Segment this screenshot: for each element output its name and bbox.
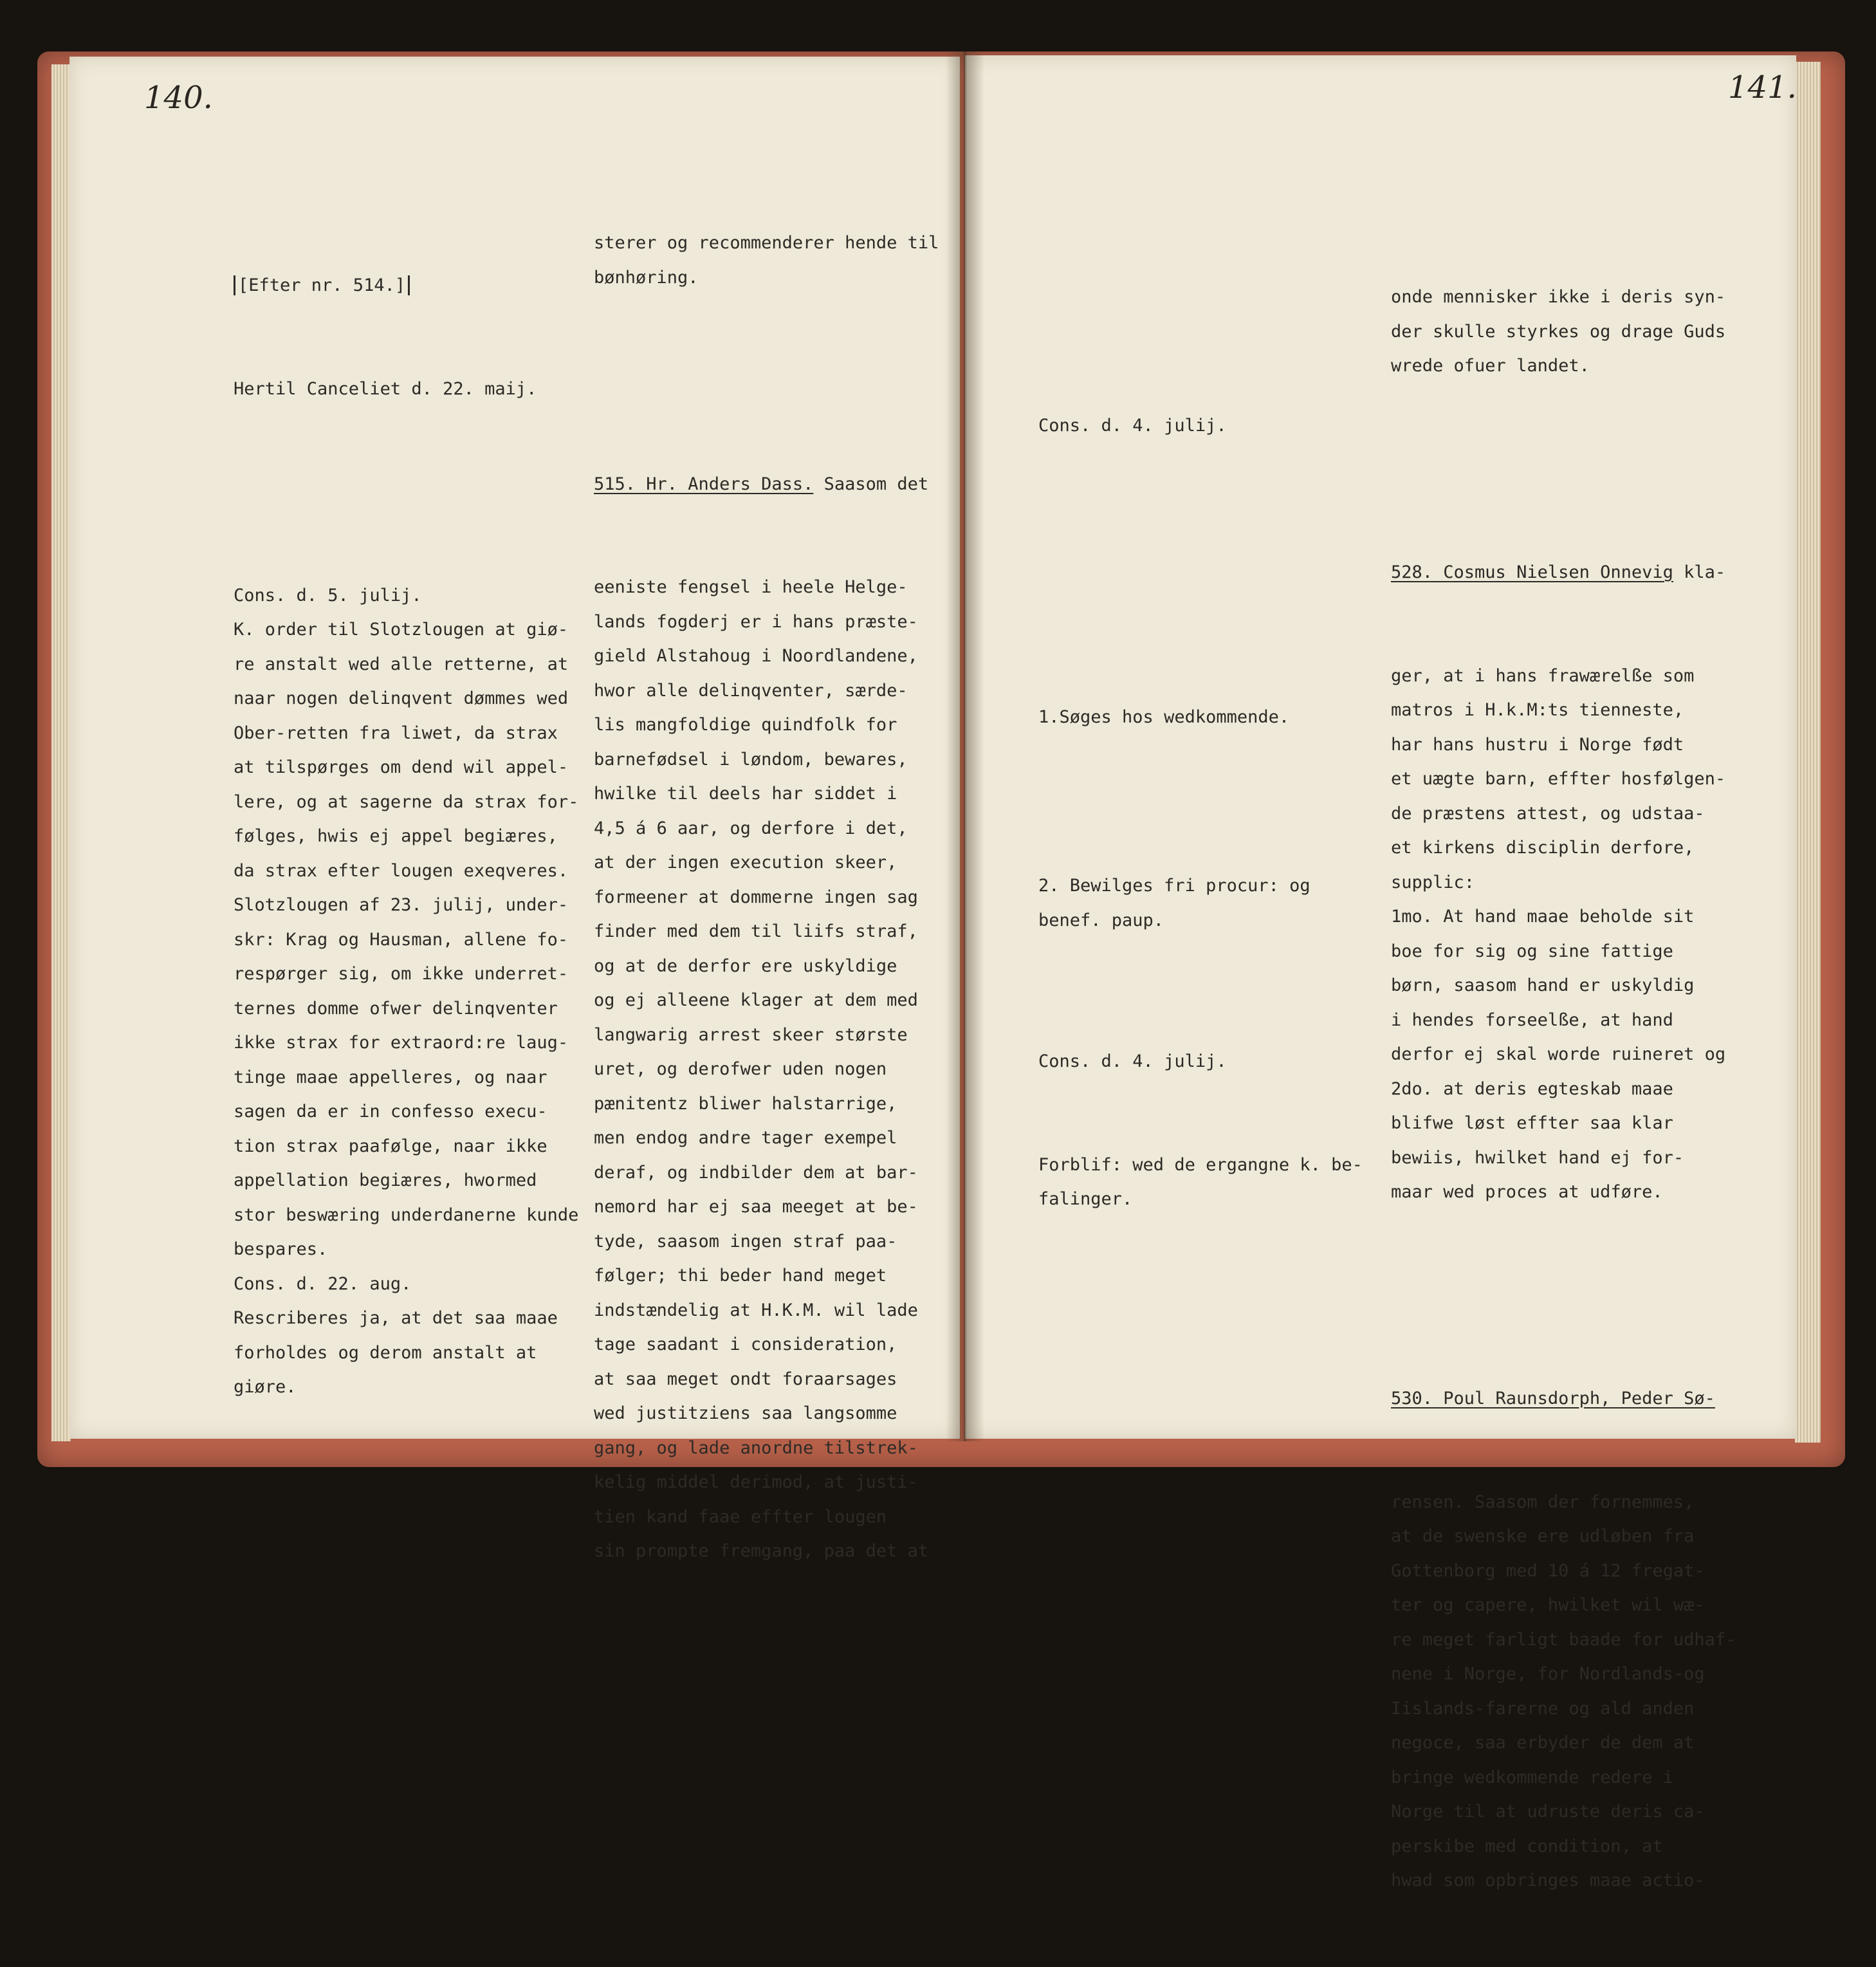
text-line: følges, hwis ej appel begiæres, [234,826,558,846]
text-line: falinger. [1038,1189,1133,1209]
text-line: sin prompte fremgang, paa det at [594,1541,929,1561]
text-line: at saa meget ondt foraarsages [594,1369,897,1389]
text-line: tien kand faae effter lougen [594,1506,887,1527]
text-line: 2. Bewilges fri procur: og [1038,876,1310,896]
right-column-1-item1 [1038,631,1289,804]
text-line: rensen. Saasom der fornemmes, [1391,1491,1695,1512]
text-line: re meget farligt baade for udhaf- [1391,1629,1736,1650]
text-line: Ober-retten fra liwet, da strax [234,723,558,743]
text-line: hwor alle delinqventer, særde- [594,680,908,701]
text-line: onde mennisker ikke i deris syn- [1391,287,1726,307]
text-line: og at de derfor ere uskyldige [594,956,897,976]
text-line: indstændelig at H.K.M. wil lade [594,1300,918,1320]
text-line: maar wed proces at udføre. [1391,1182,1663,1202]
text-line: finder med dem til liifs straf, [594,921,918,941]
text-line: wed justitziens saa langsomme [594,1403,897,1423]
text-line: i hendes forseelße, at hand [1391,1010,1673,1030]
text-line: barnefødsel i løndom, bewares, [594,749,908,770]
text-line: ikke strax for extraord:re laug- [234,1033,569,1053]
text-line: nemord har ej saa meeget at be- [594,1197,918,1217]
text-line: langwarig arrest skeer største [594,1024,908,1045]
text-line: tage saadant i consideration, [594,1334,897,1354]
text-line: tion strax paafølge, naar ikke [234,1136,547,1156]
text-line: men endog andre tager exempel [594,1128,897,1148]
text-line: respørger sig, om ikke underret- [234,964,569,984]
right-column-1 [1038,340,1227,512]
text-line: at der ingen execution skeer, [594,853,897,873]
text-line: giøre. [234,1377,297,1397]
left-column-1-body [234,578,578,1405]
text-line: Rescriberes ja, at det saa maae [234,1308,558,1328]
left-column-1 [234,199,578,1473]
text-line: hwad som opbringes maae actio- [1391,1870,1705,1890]
right-column-1-cons2 [1038,975,1363,1286]
text-line: bønhøring. [594,267,699,288]
text-line: et kirkens disciplin derfore, [1391,838,1695,858]
text-line: lands fogderj er i hans præste- [594,611,918,632]
text-line: naar nogen delinqvent dømmes wed [234,688,569,708]
text-line: blifwe løst effter saa klar [1391,1113,1673,1133]
text-line: re anstalt wed alle retterne, at [234,654,569,674]
text-line: Saasom det [813,474,929,494]
text-line: deraf, og indbilder dem at bar- [594,1162,918,1183]
text-line: 1.Søges hos wedkommende. [1038,707,1290,727]
text-line: kelig middel derimod, at justi- [594,1472,918,1492]
text-line: lere, og at sagerne da strax for- [234,791,579,812]
page-number-right: 141. [1728,69,1797,106]
text-line: matros i H.k.M:ts tienneste, [1391,700,1684,720]
text-line: bespares. [234,1239,328,1259]
text-line: har hans hustru i Norge født [1391,734,1684,755]
text-line: Cons. d. 5. julij. [234,585,422,605]
text-line: ternes domme ofwer delinqventer [234,998,558,1019]
text-line: hwilke til deels har siddet i [594,784,897,804]
page-number-left: 140. [144,80,213,116]
text-line: formeener at dommerne ingen sag [594,887,918,907]
entry-heading: 515. Hr. Anders Dass. [594,474,814,494]
text-line: Slotzlougen af 23. julij, under- [234,895,569,915]
entry-530-body [1391,1485,1736,1898]
text-line: da strax efter lougen exeqveres. [234,860,569,881]
text-line: de præstens attest, og udstaa- [1391,803,1705,824]
left-column-2-top [594,226,939,295]
text-line: Hertil Canceliet d. 22. maij. [234,378,537,399]
text-line: sagen da er in confesso execu- [234,1102,547,1122]
text-line: eeniste fengsel i heele Helge- [594,577,908,597]
text-line: benef. paup. [1038,910,1164,930]
text-line: et uægte barn, effter hosfølgen- [1391,769,1726,789]
text-line: Gottenborg med 10 á 12 fregat- [1391,1560,1705,1581]
text-line: tinge maae appelleres, og naar [234,1067,547,1087]
reference-note: [Efter nr. 514.] [234,275,410,295]
text-line: gield Alstahoug i Noordlandene, [594,646,918,666]
text-line: 1mo. At hand maae beholde sit [1391,907,1695,927]
text-line: børn, saasom hand er uskyldig [1391,975,1695,995]
text-line: Forblif: wed de ergangne k. be- [1038,1154,1363,1175]
text-line: perskibe med condition, at [1391,1836,1663,1856]
text-line: K. order til Slotzlougen at giø- [234,620,569,640]
text-line: supplic: [1391,872,1475,892]
text-line: kla- [1673,562,1726,582]
right-column-2-top [1391,280,1736,383]
text-line: og ej alleene klager at dem med [594,990,918,1010]
text-line: forholdes og derom anstalt at [234,1342,537,1363]
text-line: Cons. d. 4. julij. [1038,1051,1227,1071]
text-line: pænitentz bliwer halstarrige, [594,1093,897,1114]
text-line: stor beswæring underdanerne kunde [234,1205,579,1225]
text-line: sterer og recommenderer hende til [594,233,939,253]
text-line: at de swenske ere udløben fra [1391,1526,1695,1546]
left-column-2 [594,157,939,1638]
text-line: skr: Krag og Hausman, allene fo- [234,929,569,950]
text-line: boe for sig og sine fattige [1391,941,1673,961]
text-line: Cons. d. 22. aug. [234,1273,412,1294]
text-line: Norge til at udruste deris ca- [1391,1802,1705,1822]
page-edges-left [51,64,71,1441]
text-line: der skulle styrkes og drage Guds [1391,321,1726,342]
text-line: Iislands-farerne og ald anden [1391,1698,1695,1719]
text-line: derfor ej skal worde ruineret og [1391,1044,1726,1064]
text-line: negoce, saa erbyder de dem at [1391,1733,1695,1753]
left-column-2-body [594,570,939,1569]
right-page [965,55,1797,1890]
text-line: appellation begiæres, hwormed [234,1170,537,1190]
text-line: ger, at i hans frawærelße som [1391,665,1695,686]
text-line: ter og capere, hwilket wil wæ- [1391,1595,1705,1615]
text-line: nene i Norge, for Nordlands-og [1391,1664,1705,1684]
text-line: bewiis, hwilket hand ej for- [1391,1147,1684,1168]
text-line: følger; thi beder hand meget [594,1266,887,1286]
text-line: lis mangfoldige quindfolk for [594,715,897,735]
text-line: at tilspørges om dend wil appel- [234,757,569,777]
text-line: bringe wedkommende redere i [1391,1767,1673,1787]
text-line: tyde, saasom ingen straf paa- [594,1231,897,1251]
book-gutter [946,51,984,1441]
page-edges-right [1795,62,1821,1443]
text-line: gang, og lade anordne tilstrek- [594,1437,918,1458]
text-line: 4,5 á 6 aar, og derfore i det, [594,818,908,838]
right-column-2 [1391,211,1736,1967]
entry-heading: 530. Poul Raunsdorph, Peder Sø- [1391,1389,1715,1408]
left-page [69,57,960,1561]
entry-heading: 528. Cosmus Nielsen Onnevig [1391,562,1673,582]
text-line: uret, og derofwer uden nogen [594,1059,887,1079]
text-line: Cons. d. 4. julij. [1038,416,1227,436]
text-line: wrede ofuer landet. [1391,356,1590,376]
entry-528-body [1391,659,1736,1210]
text-line: 2do. at deris egteskab maae [1391,1078,1673,1099]
